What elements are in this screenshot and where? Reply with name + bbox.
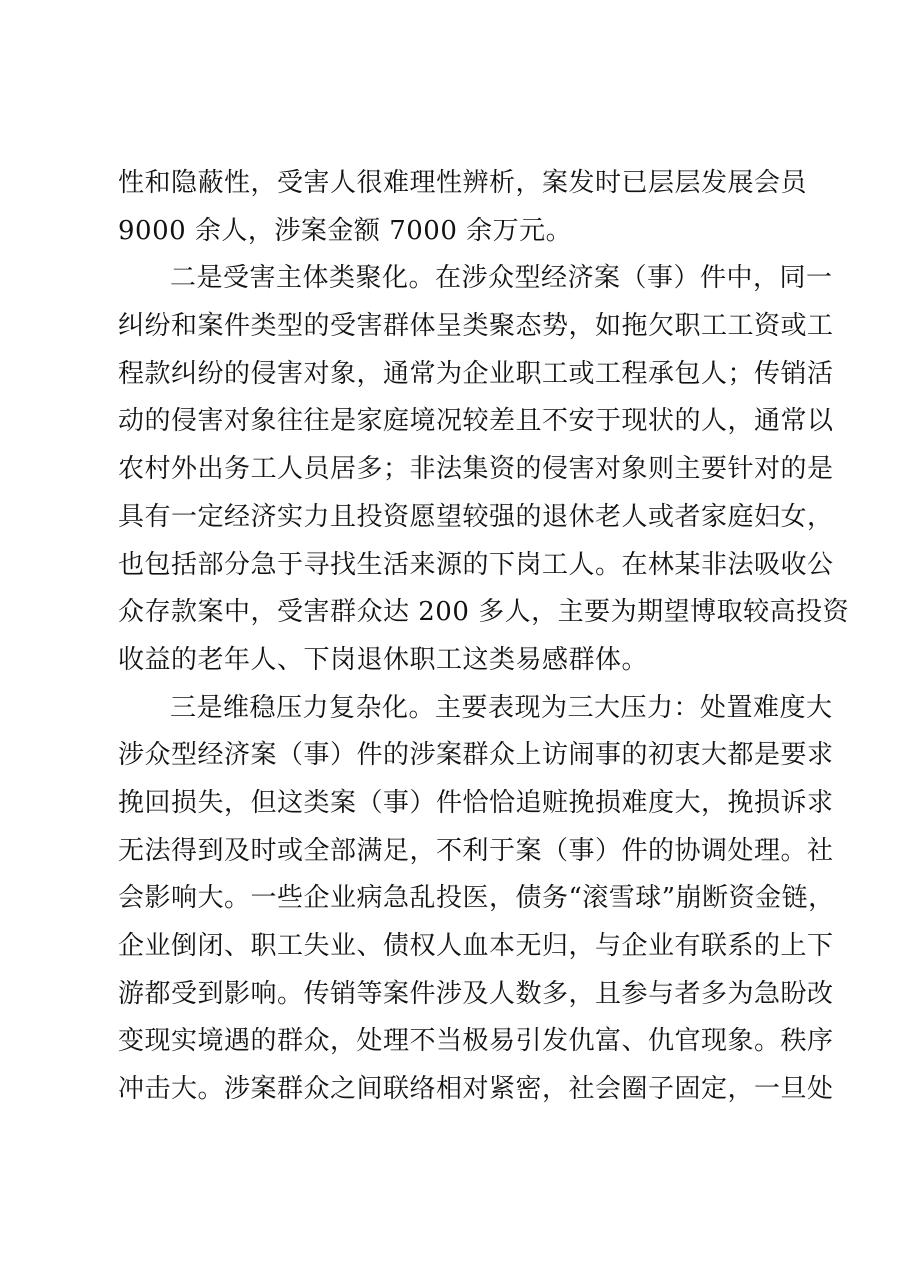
text-line: 无法得到及时或全部满足，不利于案（事）件的协调处理。社 xyxy=(118,835,834,866)
text-line: 程款纠纷的侵害对象，通常为企业职工或工程承包人；传销活 xyxy=(118,358,834,389)
text-line: 二是受害主体类聚化。在涉众型经济案（事）件中，同一 xyxy=(170,263,833,294)
text-line: 众存款案中，受害群众达 200 多人，主要为期望博取较高投资 xyxy=(118,597,850,628)
text-line: 收益的老年人、下岗退休职工这类易感群体。 xyxy=(118,644,649,675)
text-line: 冲击大。涉案群众之间联络相对紧密，社会圈子固定，一旦处 xyxy=(118,1074,834,1105)
text-line: 涉众型经济案（事）件的涉案群众上访闹事的初衷大都是要求 xyxy=(118,740,834,771)
text-line: 性和隐蔽性，受害人很难理性辨析，案发时已层层发展会员 xyxy=(118,168,808,198)
paragraph-1 xyxy=(118,160,808,255)
text-line: 纠纷和案件类型的受害群体呈类聚态势，如拖欠职工工资或工 xyxy=(118,311,834,342)
text-line: 挽回损失，但这类案（事）件恰恰追赃挽损难度大，挽损诉求 xyxy=(118,787,834,818)
text-line: 农村外出务工人员居多；非法集资的侵害对象则主要针对的是 xyxy=(118,454,834,485)
text-line: 游都受到影响。传销等案件涉及人数多，且参与者多为急盼改 xyxy=(118,978,834,1009)
text-line: 会影响大。一些企业病急乱投医，债务“滚雪球”崩断资金链， xyxy=(118,883,835,914)
text-line: 变现实境遇的群众，处理不当极易引发仇富、仇官现象。秩序 xyxy=(118,1026,834,1057)
text-line: 具有一定经济实力且投资愿望较强的退休老人或者家庭妇女， xyxy=(118,501,834,532)
text-line: 企业倒闭、职工失业、债权人血本无归，与企业有联系的上下 xyxy=(118,931,834,961)
text-line: 9000 余人，涉案金额 7000 余万元。 xyxy=(118,215,573,246)
paragraph-3 xyxy=(118,685,835,1114)
paragraph-2 xyxy=(118,255,850,684)
text-line: 三是维稳压力复杂化。主要表现为三大压力：处置难度大 xyxy=(170,692,833,723)
text-line: 动的侵害对象往往是家庭境况较差且不安于现状的人，通常以 xyxy=(118,406,834,437)
text-line: 也包括部分急于寻找生活来源的下岗工人。在林某非法吸收公 xyxy=(118,549,834,580)
document-body xyxy=(118,160,850,1114)
